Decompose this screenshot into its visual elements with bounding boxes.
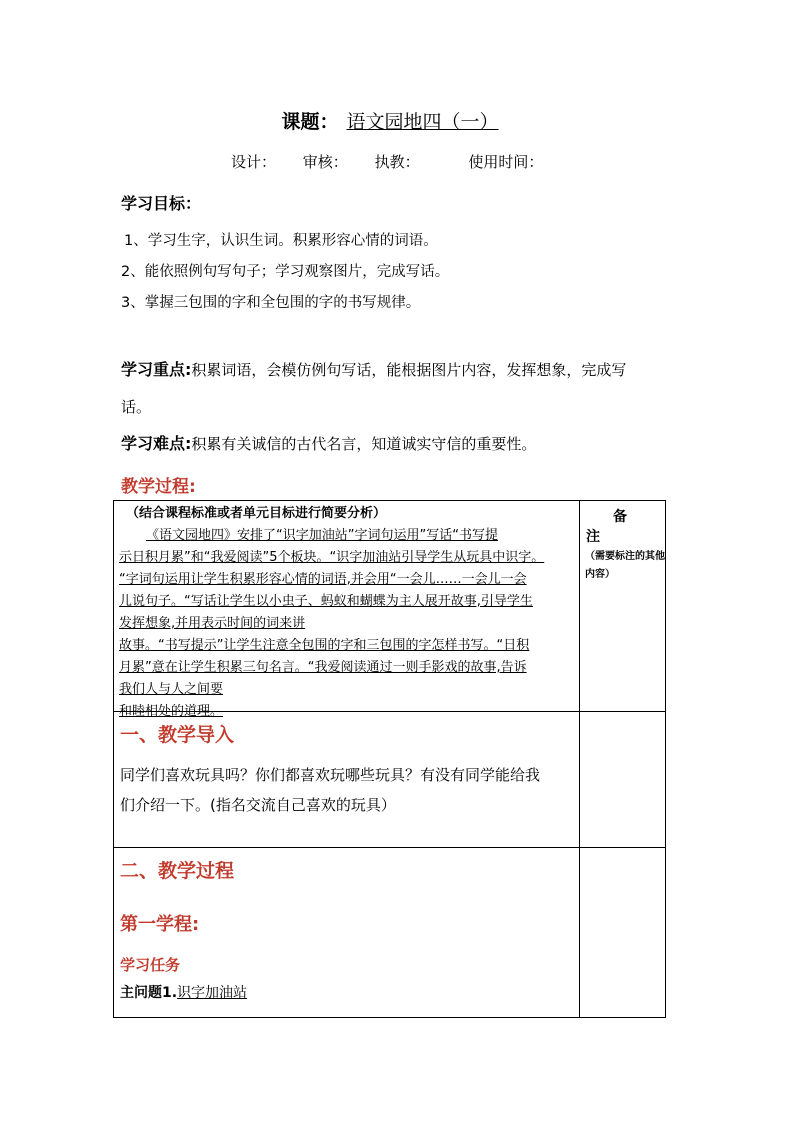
difficulty-label: 学习难点: — [121, 434, 192, 453]
difficulty — [121, 431, 536, 454]
objective-item: 2、能依照例句写句子；学习观察图片，完成写话。 — [121, 264, 450, 280]
table-column-divider — [579, 500, 580, 1018]
title-value: 语文园地四（一） — [346, 111, 499, 133]
table-border-bottom — [113, 1017, 666, 1018]
remark-heading-a: 备 — [613, 509, 627, 525]
objective-item: 1、学习生字，认识生词。积累形容心情的词语。 — [124, 233, 438, 249]
section1-text-cont: 们介绍一下。(指名交流自己喜欢的玩具） — [120, 796, 396, 814]
table-row-divider — [113, 847, 666, 848]
analysis-line: 发挥想象,并用表示时间的词来讲 — [119, 616, 306, 631]
meta-row — [231, 151, 565, 172]
meta-review: 审核： — [302, 153, 348, 171]
analysis-heading: （结合课程标准或者单元目标进行简要分析） — [126, 506, 387, 521]
stage-heading: 第一学程: — [120, 914, 200, 935]
lesson-title — [0, 107, 794, 134]
section1-heading: 一、教学导入 — [120, 724, 235, 746]
analysis-line: 我们人与人之间要 — [119, 682, 224, 697]
analysis-line: 《语文园地四》安排了“识字加油站”字词句运用”写话“书写提 — [146, 528, 498, 543]
analysis-line: 月累”意在让学生积累三句名言。“我爱阅读通过一则手影戏的故事,告诉 — [119, 660, 527, 675]
task-heading: 学习任务 — [120, 956, 181, 974]
lesson-table — [113, 500, 666, 1018]
meta-design: 设计： — [231, 153, 277, 171]
section2-heading: 二、教学过程 — [120, 860, 235, 882]
analysis-line: “字词句运用让学生积累形容心情的词语,并会用“一会儿……一会儿一会 — [119, 572, 527, 587]
objectives-heading: 学习目标： — [121, 194, 202, 213]
q1-label: 主问题1. — [120, 985, 178, 1001]
section2-cell — [120, 860, 289, 1004]
table-border-right — [665, 500, 666, 1018]
key-point-cont: 话。 — [121, 398, 152, 416]
table-border-left — [113, 500, 114, 1018]
analysis-line: 故事。“书写提示”让学生注意全包围的字和三包围的字怎样书写。“日积 — [119, 638, 530, 653]
remark-note: （需要标注的其他内容） — [585, 551, 665, 580]
question-1 — [120, 982, 289, 1004]
difficulty-text: 积累有关诚信的古代名言，知道诚实守信的重要性。 — [191, 435, 537, 453]
analysis-line: 和睦相处的道理。 — [119, 704, 224, 719]
objective-item: 3、掌握三包围的字和全包围的字的书写规律。 — [121, 295, 421, 311]
meta-time: 使用时间： — [468, 153, 544, 171]
process-heading: 教学过程: — [121, 477, 196, 497]
key-point — [121, 357, 626, 380]
key-point-text: 积累词语，会模仿例句写话，能根据图片内容，发挥想象，完成写 — [191, 361, 627, 379]
section1-text: 同学们喜欢玩具吗？你们都喜欢玩哪些玩具？有没有同学能给我 — [120, 766, 541, 784]
table-border-top — [113, 500, 666, 501]
analysis-line: 儿说句子。“写话让学生以小虫子、蚂蚁和蝴蝶为主人展开故事,引导学生 — [119, 594, 533, 609]
analysis-line: 示日积月累”和“我爱阅读”5个板块。“识字加油站引导学生从玩具中识字。 — [119, 550, 545, 565]
key-point-label: 学习重点: — [121, 360, 192, 379]
remark-heading-b: 注 — [586, 529, 600, 545]
q1-text: 识字加油站 — [177, 985, 248, 1001]
title-label: 课题： — [281, 111, 339, 133]
meta-teach: 执教： — [374, 153, 420, 171]
analysis-cell — [119, 503, 545, 723]
section1-cell — [120, 724, 540, 820]
